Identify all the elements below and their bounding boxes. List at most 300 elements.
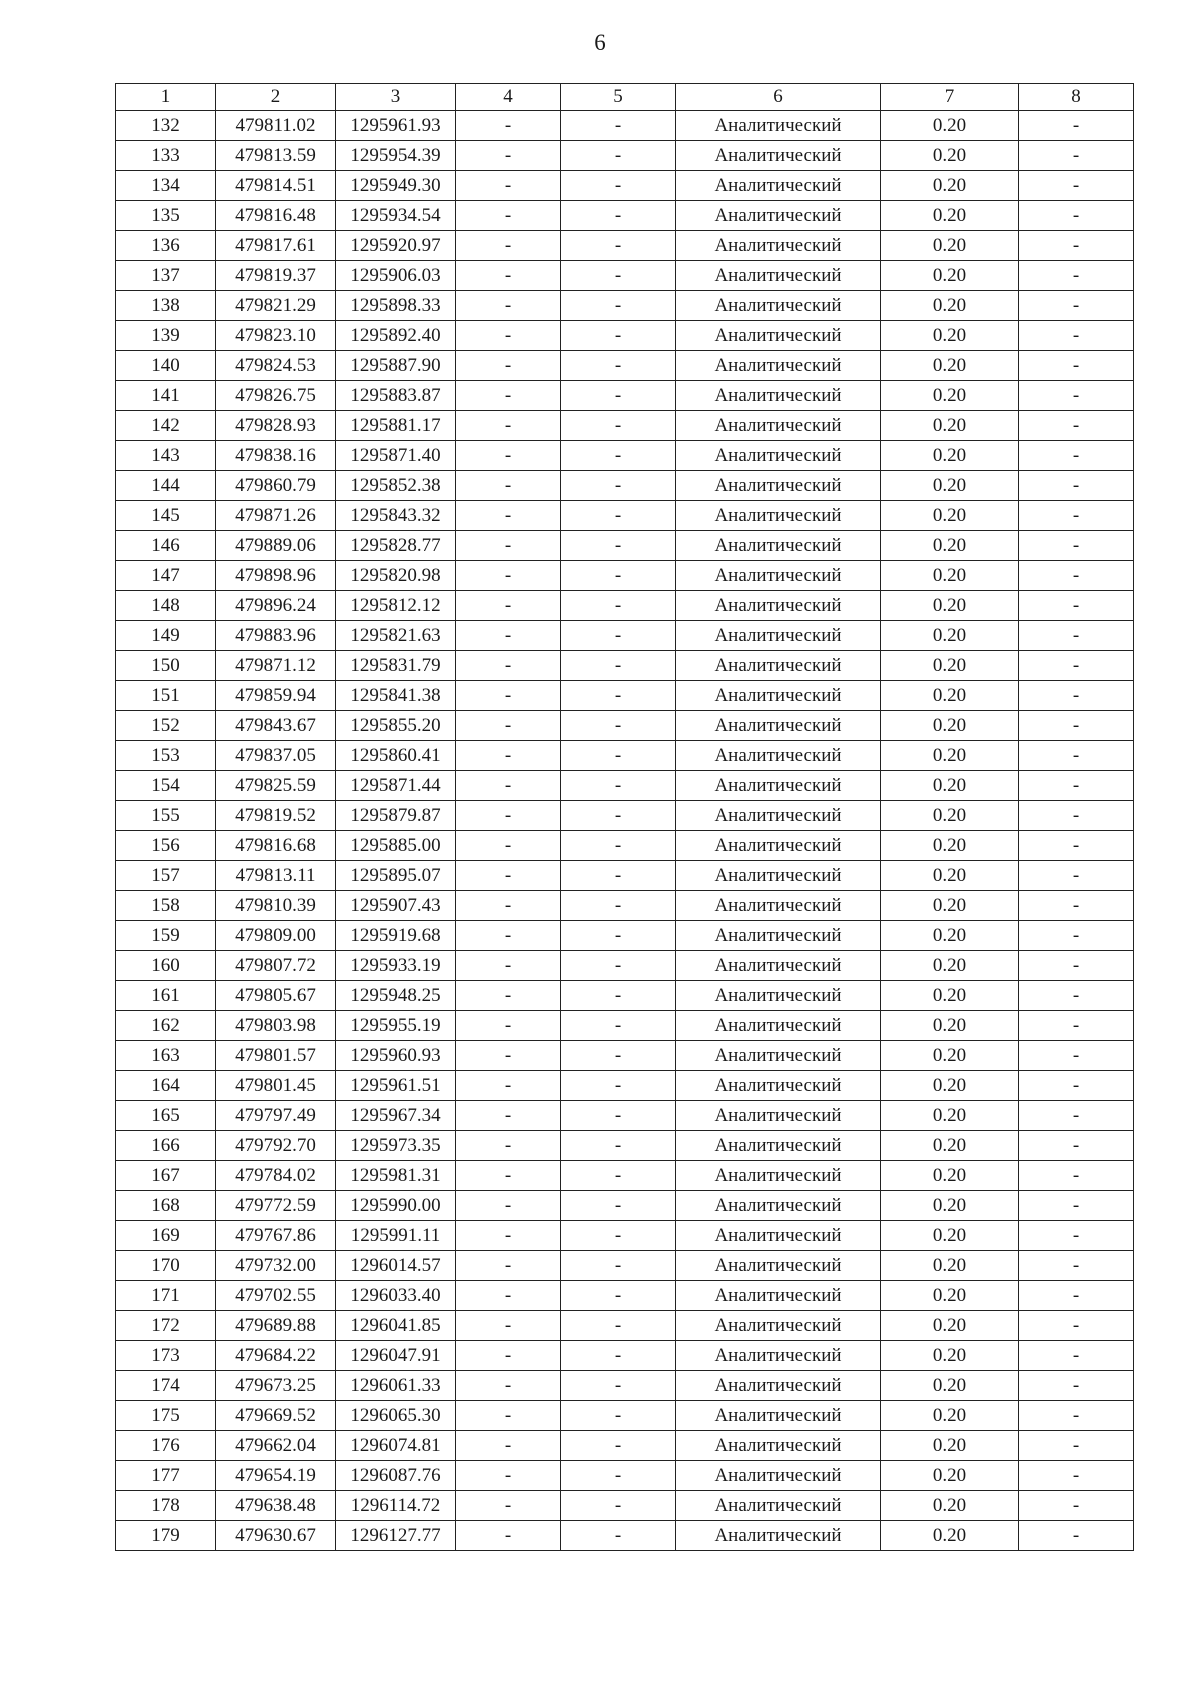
method-cell: Аналитический bbox=[676, 1311, 881, 1341]
x-coordinate-cell: 479809.00 bbox=[216, 921, 336, 951]
x-coordinate-cell: 479630.67 bbox=[216, 1521, 336, 1551]
method-cell: Аналитический bbox=[676, 861, 881, 891]
column-8-cell: - bbox=[1019, 1491, 1134, 1521]
column-8-cell: - bbox=[1019, 231, 1134, 261]
y-coordinate-cell: 1296087.76 bbox=[336, 1461, 456, 1491]
column-5-cell: - bbox=[561, 1521, 676, 1551]
x-coordinate-cell: 479896.24 bbox=[216, 591, 336, 621]
accuracy-cell: 0.20 bbox=[881, 321, 1019, 351]
table-row bbox=[116, 561, 1134, 591]
y-coordinate-cell: 1296061.33 bbox=[336, 1371, 456, 1401]
header-row bbox=[116, 84, 1134, 111]
table-row bbox=[116, 861, 1134, 891]
column-5-cell: - bbox=[561, 1371, 676, 1401]
column-4-cell: - bbox=[456, 651, 561, 681]
x-coordinate-cell: 479821.29 bbox=[216, 291, 336, 321]
column-4-cell: - bbox=[456, 201, 561, 231]
y-coordinate-cell: 1295981.31 bbox=[336, 1161, 456, 1191]
table-row bbox=[116, 771, 1134, 801]
accuracy-cell: 0.20 bbox=[881, 1521, 1019, 1551]
point-number-cell: 161 bbox=[116, 981, 216, 1011]
y-coordinate-cell: 1295961.51 bbox=[336, 1071, 456, 1101]
y-coordinate-cell: 1295934.54 bbox=[336, 201, 456, 231]
point-number-cell: 141 bbox=[116, 381, 216, 411]
column-5-cell: - bbox=[561, 531, 676, 561]
method-cell: Аналитический bbox=[676, 681, 881, 711]
column-8-cell: - bbox=[1019, 411, 1134, 441]
method-cell: Аналитический bbox=[676, 171, 881, 201]
y-coordinate-cell: 1296047.91 bbox=[336, 1341, 456, 1371]
method-cell: Аналитический bbox=[676, 321, 881, 351]
x-coordinate-cell: 479819.37 bbox=[216, 261, 336, 291]
table-row bbox=[116, 471, 1134, 501]
column-4-cell: - bbox=[456, 1341, 561, 1371]
x-coordinate-cell: 479817.61 bbox=[216, 231, 336, 261]
y-coordinate-cell: 1295991.11 bbox=[336, 1221, 456, 1251]
column-4-cell: - bbox=[456, 591, 561, 621]
method-cell: Аналитический bbox=[676, 1131, 881, 1161]
column-8-cell: - bbox=[1019, 1311, 1134, 1341]
method-cell: Аналитический bbox=[676, 711, 881, 741]
x-coordinate-cell: 479689.88 bbox=[216, 1311, 336, 1341]
y-coordinate-cell: 1295860.41 bbox=[336, 741, 456, 771]
y-coordinate-cell: 1295887.90 bbox=[336, 351, 456, 381]
column-8-cell: - bbox=[1019, 771, 1134, 801]
column-5-cell: - bbox=[561, 111, 676, 141]
column-8-cell: - bbox=[1019, 891, 1134, 921]
x-coordinate-cell: 479792.70 bbox=[216, 1131, 336, 1161]
column-8-cell: - bbox=[1019, 1131, 1134, 1161]
accuracy-cell: 0.20 bbox=[881, 831, 1019, 861]
accuracy-cell: 0.20 bbox=[881, 1281, 1019, 1311]
y-coordinate-cell: 1295831.79 bbox=[336, 651, 456, 681]
column-4-cell: - bbox=[456, 711, 561, 741]
point-number-cell: 165 bbox=[116, 1101, 216, 1131]
column-4-cell: - bbox=[456, 531, 561, 561]
table-row bbox=[116, 1461, 1134, 1491]
accuracy-cell: 0.20 bbox=[881, 381, 1019, 411]
column-5-cell: - bbox=[561, 441, 676, 471]
table-row bbox=[116, 291, 1134, 321]
point-number-cell: 156 bbox=[116, 831, 216, 861]
method-cell: Аналитический bbox=[676, 1011, 881, 1041]
column-8-cell: - bbox=[1019, 1191, 1134, 1221]
x-coordinate-cell: 479772.59 bbox=[216, 1191, 336, 1221]
x-coordinate-cell: 479805.67 bbox=[216, 981, 336, 1011]
x-coordinate-cell: 479673.25 bbox=[216, 1371, 336, 1401]
table-row bbox=[116, 591, 1134, 621]
table-row bbox=[116, 201, 1134, 231]
method-cell: Аналитический bbox=[676, 891, 881, 921]
column-8-cell: - bbox=[1019, 291, 1134, 321]
method-cell: Аналитический bbox=[676, 1371, 881, 1401]
column-4-cell: - bbox=[456, 1071, 561, 1101]
accuracy-cell: 0.20 bbox=[881, 1461, 1019, 1491]
table-row bbox=[116, 981, 1134, 1011]
column-5-cell: - bbox=[561, 1101, 676, 1131]
table-row bbox=[116, 711, 1134, 741]
x-coordinate-cell: 479826.75 bbox=[216, 381, 336, 411]
method-cell: Аналитический bbox=[676, 1491, 881, 1521]
column-5-cell: - bbox=[561, 471, 676, 501]
method-cell: Аналитический bbox=[676, 561, 881, 591]
x-coordinate-cell: 479828.93 bbox=[216, 411, 336, 441]
accuracy-cell: 0.20 bbox=[881, 1371, 1019, 1401]
y-coordinate-cell: 1295883.87 bbox=[336, 381, 456, 411]
column-5-cell: - bbox=[561, 141, 676, 171]
accuracy-cell: 0.20 bbox=[881, 531, 1019, 561]
x-coordinate-cell: 479838.16 bbox=[216, 441, 336, 471]
point-number-cell: 158 bbox=[116, 891, 216, 921]
method-cell: Аналитический bbox=[676, 441, 881, 471]
column-4-cell: - bbox=[456, 111, 561, 141]
method-cell: Аналитический bbox=[676, 1161, 881, 1191]
table-row bbox=[116, 501, 1134, 531]
column-5-cell: - bbox=[561, 351, 676, 381]
method-cell: Аналитический bbox=[676, 291, 881, 321]
accuracy-cell: 0.20 bbox=[881, 1341, 1019, 1371]
table-row bbox=[116, 1431, 1134, 1461]
table-row bbox=[116, 921, 1134, 951]
point-number-cell: 177 bbox=[116, 1461, 216, 1491]
column-8-cell: - bbox=[1019, 261, 1134, 291]
y-coordinate-cell: 1295871.44 bbox=[336, 771, 456, 801]
x-coordinate-cell: 479824.53 bbox=[216, 351, 336, 381]
accuracy-cell: 0.20 bbox=[881, 501, 1019, 531]
table-row bbox=[116, 1161, 1134, 1191]
accuracy-cell: 0.20 bbox=[881, 111, 1019, 141]
x-coordinate-cell: 479702.55 bbox=[216, 1281, 336, 1311]
column-5-cell: - bbox=[561, 1011, 676, 1041]
accuracy-cell: 0.20 bbox=[881, 171, 1019, 201]
x-coordinate-cell: 479801.57 bbox=[216, 1041, 336, 1071]
x-coordinate-cell: 479889.06 bbox=[216, 531, 336, 561]
column-4-cell: - bbox=[456, 831, 561, 861]
column-5-cell: - bbox=[561, 951, 676, 981]
x-coordinate-cell: 479811.02 bbox=[216, 111, 336, 141]
accuracy-cell: 0.20 bbox=[881, 1491, 1019, 1521]
x-coordinate-cell: 479823.10 bbox=[216, 321, 336, 351]
x-coordinate-cell: 479816.48 bbox=[216, 201, 336, 231]
column-4-cell: - bbox=[456, 291, 561, 321]
column-5-cell: - bbox=[561, 1041, 676, 1071]
method-cell: Аналитический bbox=[676, 1071, 881, 1101]
point-number-cell: 164 bbox=[116, 1071, 216, 1101]
y-coordinate-cell: 1295973.35 bbox=[336, 1131, 456, 1161]
y-coordinate-cell: 1296041.85 bbox=[336, 1311, 456, 1341]
column-5-cell: - bbox=[561, 381, 676, 411]
y-coordinate-cell: 1295907.43 bbox=[336, 891, 456, 921]
column-8-cell: - bbox=[1019, 471, 1134, 501]
column-4-cell: - bbox=[456, 441, 561, 471]
table-row bbox=[116, 1521, 1134, 1551]
table-row bbox=[116, 651, 1134, 681]
x-coordinate-cell: 479814.51 bbox=[216, 171, 336, 201]
x-coordinate-cell: 479654.19 bbox=[216, 1461, 336, 1491]
column-4-cell: - bbox=[456, 1221, 561, 1251]
point-number-cell: 179 bbox=[116, 1521, 216, 1551]
method-cell: Аналитический bbox=[676, 1341, 881, 1371]
y-coordinate-cell: 1295920.97 bbox=[336, 231, 456, 261]
point-number-cell: 143 bbox=[116, 441, 216, 471]
x-coordinate-cell: 479797.49 bbox=[216, 1101, 336, 1131]
x-coordinate-cell: 479843.67 bbox=[216, 711, 336, 741]
column-5-cell: - bbox=[561, 1221, 676, 1251]
point-number-cell: 162 bbox=[116, 1011, 216, 1041]
column-5-cell: - bbox=[561, 801, 676, 831]
point-number-cell: 160 bbox=[116, 951, 216, 981]
column-5-cell: - bbox=[561, 1431, 676, 1461]
x-coordinate-cell: 479898.96 bbox=[216, 561, 336, 591]
method-cell: Аналитический bbox=[676, 621, 881, 651]
column-4-cell: - bbox=[456, 381, 561, 411]
point-number-cell: 166 bbox=[116, 1131, 216, 1161]
x-coordinate-cell: 479871.12 bbox=[216, 651, 336, 681]
table-row bbox=[116, 1341, 1134, 1371]
accuracy-cell: 0.20 bbox=[881, 1101, 1019, 1131]
point-number-cell: 178 bbox=[116, 1491, 216, 1521]
column-8-cell: - bbox=[1019, 741, 1134, 771]
y-coordinate-cell: 1295843.32 bbox=[336, 501, 456, 531]
accuracy-cell: 0.20 bbox=[881, 1251, 1019, 1281]
accuracy-cell: 0.20 bbox=[881, 261, 1019, 291]
x-coordinate-cell: 479784.02 bbox=[216, 1161, 336, 1191]
column-4-cell: - bbox=[456, 1161, 561, 1191]
column-5-cell: - bbox=[561, 1191, 676, 1221]
column-8-cell: - bbox=[1019, 951, 1134, 981]
y-coordinate-cell: 1296114.72 bbox=[336, 1491, 456, 1521]
column-8-cell: - bbox=[1019, 381, 1134, 411]
column-5-cell: - bbox=[561, 1341, 676, 1371]
column-5-cell: - bbox=[561, 1401, 676, 1431]
y-coordinate-cell: 1295933.19 bbox=[336, 951, 456, 981]
x-coordinate-cell: 479638.48 bbox=[216, 1491, 336, 1521]
column-5-cell: - bbox=[561, 741, 676, 771]
column-5-cell: - bbox=[561, 651, 676, 681]
column-4-cell: - bbox=[456, 1521, 561, 1551]
y-coordinate-cell: 1295879.87 bbox=[336, 801, 456, 831]
accuracy-cell: 0.20 bbox=[881, 951, 1019, 981]
accuracy-cell: 0.20 bbox=[881, 771, 1019, 801]
x-coordinate-cell: 479662.04 bbox=[216, 1431, 336, 1461]
method-cell: Аналитический bbox=[676, 951, 881, 981]
point-number-cell: 172 bbox=[116, 1311, 216, 1341]
method-cell: Аналитический bbox=[676, 1431, 881, 1461]
accuracy-cell: 0.20 bbox=[881, 291, 1019, 321]
point-number-cell: 134 bbox=[116, 171, 216, 201]
column-8-cell: - bbox=[1019, 1401, 1134, 1431]
method-cell: Аналитический bbox=[676, 1461, 881, 1491]
method-cell: Аналитический bbox=[676, 1401, 881, 1431]
column-8-cell: - bbox=[1019, 1101, 1134, 1131]
table-row bbox=[116, 621, 1134, 651]
column-5-cell: - bbox=[561, 1491, 676, 1521]
method-cell: Аналитический bbox=[676, 1221, 881, 1251]
column-5-cell: - bbox=[561, 1281, 676, 1311]
table-row bbox=[116, 1311, 1134, 1341]
column-8-cell: - bbox=[1019, 441, 1134, 471]
table-row bbox=[116, 261, 1134, 291]
column-4-cell: - bbox=[456, 891, 561, 921]
point-number-cell: 136 bbox=[116, 231, 216, 261]
column-4-cell: - bbox=[456, 1281, 561, 1311]
column-8-cell: - bbox=[1019, 801, 1134, 831]
point-number-cell: 138 bbox=[116, 291, 216, 321]
accuracy-cell: 0.20 bbox=[881, 1071, 1019, 1101]
table-row bbox=[116, 1071, 1134, 1101]
point-number-cell: 174 bbox=[116, 1371, 216, 1401]
table-row bbox=[116, 1011, 1134, 1041]
point-number-cell: 157 bbox=[116, 861, 216, 891]
point-number-cell: 154 bbox=[116, 771, 216, 801]
column-8-cell: - bbox=[1019, 831, 1134, 861]
table-row bbox=[116, 411, 1134, 441]
column-8-cell: - bbox=[1019, 321, 1134, 351]
y-coordinate-cell: 1295871.40 bbox=[336, 441, 456, 471]
accuracy-cell: 0.20 bbox=[881, 471, 1019, 501]
point-number-cell: 159 bbox=[116, 921, 216, 951]
method-cell: Аналитический bbox=[676, 531, 881, 561]
table-row bbox=[116, 1281, 1134, 1311]
x-coordinate-cell: 479732.00 bbox=[216, 1251, 336, 1281]
method-cell: Аналитический bbox=[676, 1521, 881, 1551]
column-8-cell: - bbox=[1019, 1011, 1134, 1041]
y-coordinate-cell: 1296074.81 bbox=[336, 1431, 456, 1461]
column-4-cell: - bbox=[456, 231, 561, 261]
column-4-cell: - bbox=[456, 621, 561, 651]
column-4-cell: - bbox=[456, 411, 561, 441]
accuracy-cell: 0.20 bbox=[881, 231, 1019, 261]
point-number-cell: 151 bbox=[116, 681, 216, 711]
header-cell: 6 bbox=[676, 84, 881, 111]
x-coordinate-cell: 479837.05 bbox=[216, 741, 336, 771]
y-coordinate-cell: 1296014.57 bbox=[336, 1251, 456, 1281]
method-cell: Аналитический bbox=[676, 1191, 881, 1221]
column-8-cell: - bbox=[1019, 861, 1134, 891]
point-number-cell: 149 bbox=[116, 621, 216, 651]
column-5-cell: - bbox=[561, 1071, 676, 1101]
accuracy-cell: 0.20 bbox=[881, 651, 1019, 681]
method-cell: Аналитический bbox=[676, 921, 881, 951]
column-5-cell: - bbox=[561, 861, 676, 891]
column-5-cell: - bbox=[561, 831, 676, 861]
y-coordinate-cell: 1295955.19 bbox=[336, 1011, 456, 1041]
point-number-cell: 144 bbox=[116, 471, 216, 501]
point-number-cell: 168 bbox=[116, 1191, 216, 1221]
point-number-cell: 139 bbox=[116, 321, 216, 351]
method-cell: Аналитический bbox=[676, 351, 881, 381]
x-coordinate-cell: 479825.59 bbox=[216, 771, 336, 801]
column-5-cell: - bbox=[561, 1311, 676, 1341]
y-coordinate-cell: 1295967.34 bbox=[336, 1101, 456, 1131]
accuracy-cell: 0.20 bbox=[881, 411, 1019, 441]
point-number-cell: 169 bbox=[116, 1221, 216, 1251]
y-coordinate-cell: 1295852.38 bbox=[336, 471, 456, 501]
method-cell: Аналитический bbox=[676, 801, 881, 831]
point-number-cell: 132 bbox=[116, 111, 216, 141]
accuracy-cell: 0.20 bbox=[881, 1041, 1019, 1071]
point-number-cell: 163 bbox=[116, 1041, 216, 1071]
y-coordinate-cell: 1295881.17 bbox=[336, 411, 456, 441]
column-5-cell: - bbox=[561, 201, 676, 231]
accuracy-cell: 0.20 bbox=[881, 981, 1019, 1011]
column-4-cell: - bbox=[456, 1011, 561, 1041]
column-5-cell: - bbox=[561, 591, 676, 621]
accuracy-cell: 0.20 bbox=[881, 1191, 1019, 1221]
column-5-cell: - bbox=[561, 621, 676, 651]
column-5-cell: - bbox=[561, 981, 676, 1011]
column-5-cell: - bbox=[561, 771, 676, 801]
column-4-cell: - bbox=[456, 471, 561, 501]
accuracy-cell: 0.20 bbox=[881, 1401, 1019, 1431]
column-4-cell: - bbox=[456, 321, 561, 351]
y-coordinate-cell: 1295821.63 bbox=[336, 621, 456, 651]
point-number-cell: 167 bbox=[116, 1161, 216, 1191]
method-cell: Аналитический bbox=[676, 111, 881, 141]
table-row bbox=[116, 381, 1134, 411]
column-8-cell: - bbox=[1019, 1431, 1134, 1461]
x-coordinate-cell: 479816.68 bbox=[216, 831, 336, 861]
column-4-cell: - bbox=[456, 1371, 561, 1401]
point-number-cell: 133 bbox=[116, 141, 216, 171]
x-coordinate-cell: 479669.52 bbox=[216, 1401, 336, 1431]
table-row bbox=[116, 531, 1134, 561]
point-number-cell: 137 bbox=[116, 261, 216, 291]
column-8-cell: - bbox=[1019, 1221, 1134, 1251]
point-number-cell: 150 bbox=[116, 651, 216, 681]
column-8-cell: - bbox=[1019, 651, 1134, 681]
point-number-cell: 173 bbox=[116, 1341, 216, 1371]
accuracy-cell: 0.20 bbox=[881, 1161, 1019, 1191]
accuracy-cell: 0.20 bbox=[881, 1431, 1019, 1461]
column-8-cell: - bbox=[1019, 1461, 1134, 1491]
method-cell: Аналитический bbox=[676, 141, 881, 171]
column-8-cell: - bbox=[1019, 201, 1134, 231]
accuracy-cell: 0.20 bbox=[881, 351, 1019, 381]
x-coordinate-cell: 479801.45 bbox=[216, 1071, 336, 1101]
column-8-cell: - bbox=[1019, 711, 1134, 741]
point-number-cell: 147 bbox=[116, 561, 216, 591]
point-number-cell: 142 bbox=[116, 411, 216, 441]
y-coordinate-cell: 1295820.98 bbox=[336, 561, 456, 591]
page-number: 6 bbox=[594, 30, 606, 55]
column-5-cell: - bbox=[561, 321, 676, 351]
table-row bbox=[116, 1401, 1134, 1431]
header-cell: 5 bbox=[561, 84, 676, 111]
y-coordinate-cell: 1296033.40 bbox=[336, 1281, 456, 1311]
column-8-cell: - bbox=[1019, 1521, 1134, 1551]
column-4-cell: - bbox=[456, 771, 561, 801]
column-5-cell: - bbox=[561, 711, 676, 741]
x-coordinate-cell: 479807.72 bbox=[216, 951, 336, 981]
coordinates-table bbox=[115, 83, 1134, 1551]
column-4-cell: - bbox=[456, 861, 561, 891]
column-4-cell: - bbox=[456, 1431, 561, 1461]
column-8-cell: - bbox=[1019, 981, 1134, 1011]
column-4-cell: - bbox=[456, 1131, 561, 1161]
x-coordinate-cell: 479860.79 bbox=[216, 471, 336, 501]
method-cell: Аналитический bbox=[676, 471, 881, 501]
table-row bbox=[116, 1101, 1134, 1131]
y-coordinate-cell: 1295948.25 bbox=[336, 981, 456, 1011]
column-8-cell: - bbox=[1019, 171, 1134, 201]
method-cell: Аналитический bbox=[676, 261, 881, 291]
method-cell: Аналитический bbox=[676, 1041, 881, 1071]
x-coordinate-cell: 479813.59 bbox=[216, 141, 336, 171]
point-number-cell: 145 bbox=[116, 501, 216, 531]
accuracy-cell: 0.20 bbox=[881, 741, 1019, 771]
method-cell: Аналитический bbox=[676, 831, 881, 861]
